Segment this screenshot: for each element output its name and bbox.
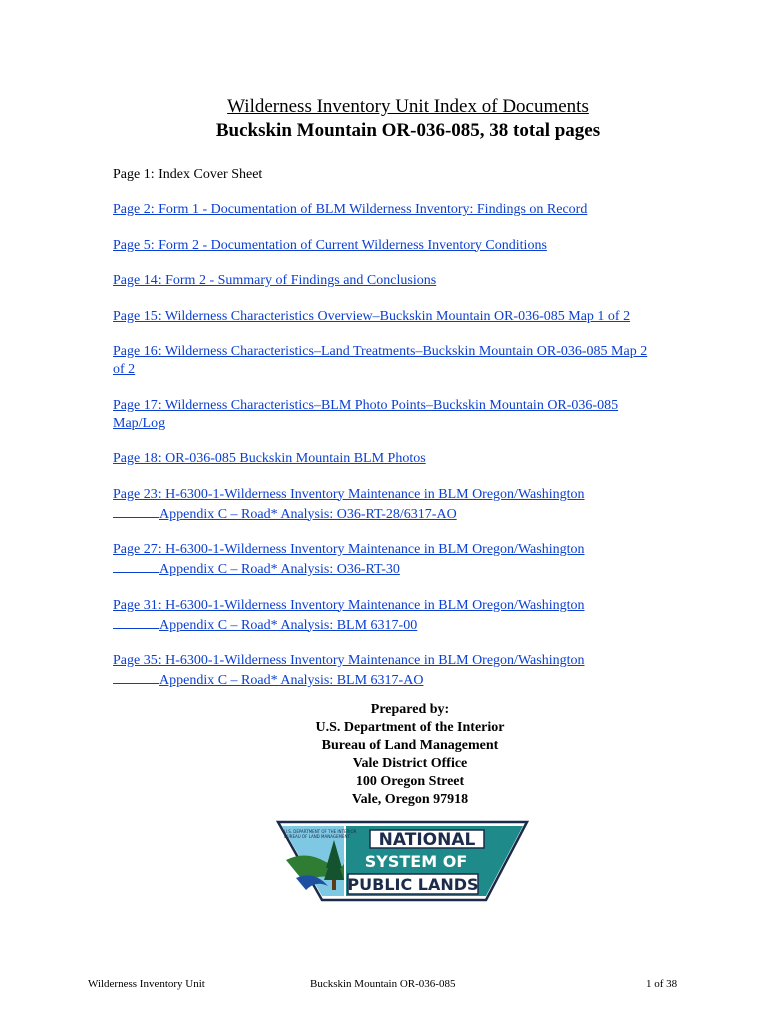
index-link[interactable] xyxy=(113,486,698,524)
index-link-text[interactable]: Page 27: H-6300-1-Wilderness Inventory Maintenance in BLM Oregon/Washington xyxy=(113,542,585,557)
index-link[interactable] xyxy=(113,201,698,219)
index-link-text[interactable]: Page 31: H-6300-1-Wilderness Inventory Maintenance in BLM Oregon/Washington xyxy=(113,597,585,613)
index-link[interactable] xyxy=(113,343,698,379)
prepared-by-block xyxy=(0,701,770,809)
footer-page-number: 1 of 38 xyxy=(646,978,678,990)
index-link-text[interactable]: Page 5: Form 2 - Documentation of Current Wilderness Inventory Conditions xyxy=(113,237,547,253)
index-link-text[interactable]: Page 23: H-6300-1-Wilderness Inventory Maintenance in BLM Oregon/Washington xyxy=(113,486,585,502)
national-system-of-public-lands-logo xyxy=(276,820,529,902)
prepared-by-label: Prepared by: xyxy=(370,702,450,717)
index-link[interactable] xyxy=(113,272,698,290)
index-link-text[interactable]: Page 16: Wilderness Characteristics–Land Treatments–Buckskin Mountain OR-036-085 Map 2 xyxy=(113,344,648,359)
indent-underline xyxy=(113,504,159,518)
logo-seal-text-2: BUREAU OF LAND MANAGEMENT xyxy=(284,834,350,839)
index-link-text[interactable]: Page 14: Form 2 - Summary of Findings and Conclusions xyxy=(113,273,437,288)
logo-word-public-lands: PUBLIC LANDS xyxy=(347,875,479,894)
document-title: Wilderness Inventory Unit Index of Documents xyxy=(227,96,589,117)
index-link-text[interactable]: Page 18: OR-036-085 Buckskin Mountain BLM Photos xyxy=(113,451,426,466)
index-link-text[interactable]: Page 17: Wilderness Characteristics–BLM Photo Points–Buckskin Mountain OR-036-085 xyxy=(113,397,619,413)
index-link[interactable] xyxy=(113,597,698,635)
index-link-text-cont[interactable]: Appendix C – Road* Analysis: BLM 6317-00 xyxy=(159,617,418,633)
logo-tree-trunk xyxy=(332,880,336,890)
index-link-text[interactable]: Page 35: H-6300-1-Wilderness Inventory Maintenance in BLM Oregon/Washington xyxy=(113,653,585,668)
prepared-by-department: U.S. Department of the Interior xyxy=(315,720,505,735)
index-link[interactable] xyxy=(113,237,698,255)
index-link-text[interactable]: Page 2: Form 1 - Documentation of BLM Wilderness Inventory: Findings on Record xyxy=(113,202,588,217)
index-link[interactable] xyxy=(113,308,698,326)
index-link-text-cont[interactable]: of 2 xyxy=(113,362,136,377)
index-link-text-cont[interactable]: Map/Log xyxy=(113,415,166,431)
logo-seal-text: U.S. DEPARTMENT OF THE INTERIOR xyxy=(284,829,357,834)
prepared-by-bureau: Bureau of Land Management xyxy=(321,738,499,753)
index-link-text[interactable]: Page 15: Wilderness Characteristics Overview–Buckskin Mountain OR-036-085 Map 1 of 2 xyxy=(113,308,631,324)
logo-word-national: NATIONAL xyxy=(378,830,476,850)
index-link[interactable] xyxy=(113,652,698,690)
index-link-text-cont[interactable]: Appendix C – Road* Analysis: O36-RT-28/6317-AO xyxy=(159,506,457,522)
footer-left: Wilderness Inventory Unit xyxy=(88,978,205,990)
prepared-by-city: Vale, Oregon 97918 xyxy=(351,792,469,807)
index-cover-entry: Page 1: Index Cover Sheet xyxy=(113,167,263,182)
index-link[interactable] xyxy=(113,541,698,579)
index-link[interactable] xyxy=(113,450,698,468)
footer-center: Buckskin Mountain OR-036-085 xyxy=(310,978,456,990)
indent-underline xyxy=(113,670,159,684)
document-index-list xyxy=(113,201,698,708)
index-link-text-cont[interactable]: Appendix C – Road* Analysis: O36-RT-30 xyxy=(159,562,400,577)
prepared-by-office: Vale District Office xyxy=(352,756,468,771)
logo-word-system-of: SYSTEM OF xyxy=(364,852,468,871)
document-subtitle: Buckskin Mountain OR-036-085, 38 total pages xyxy=(215,120,601,141)
prepared-by-street: 100 Oregon Street xyxy=(355,774,465,789)
indent-underline xyxy=(113,615,159,629)
index-link-text-cont[interactable]: Appendix C – Road* Analysis: BLM 6317-AO xyxy=(159,673,424,688)
indent-underline xyxy=(113,559,159,573)
index-link[interactable] xyxy=(113,397,698,433)
